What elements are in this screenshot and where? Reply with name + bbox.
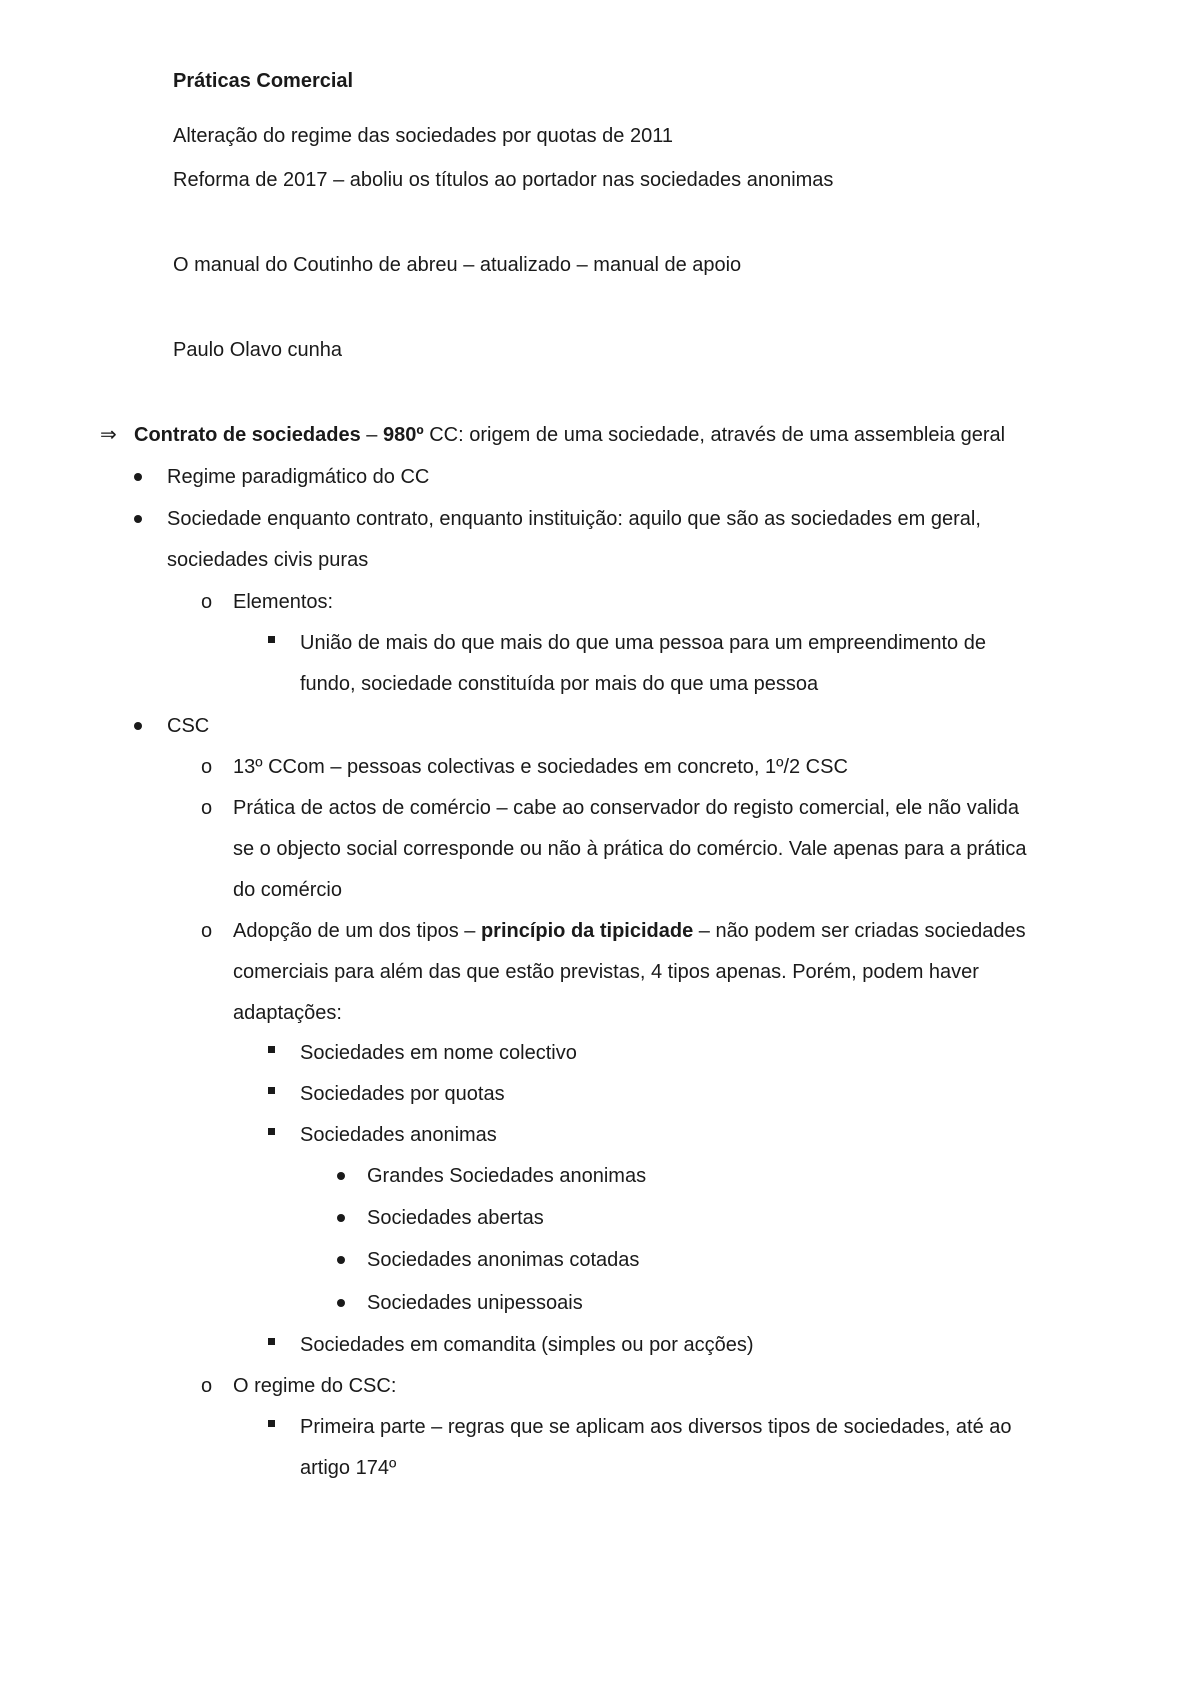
- list-item: 13º CCom – pessoas colectivas e sociedades em concreto, 1º/2 CSC: [233, 756, 848, 778]
- bullet-dot-icon: [134, 473, 142, 481]
- list-item: Primeira parte – regras que se aplicam aos diversos tipos de sociedades, até ao: [300, 1416, 1012, 1438]
- bullet-dot-icon: [337, 1299, 345, 1307]
- intro-line: Paulo Olavo cunha: [173, 339, 343, 361]
- tipicidade-pre: Adopção de um dos tipos –: [233, 920, 481, 942]
- list-item: União de mais do que mais do que uma pessoa para um empreendimento de: [300, 632, 986, 654]
- list-item-continuation: adaptações:: [233, 1002, 342, 1024]
- main-item-bold: Contrato de sociedades: [134, 424, 361, 446]
- list-item: Sociedades anonimas cotadas: [367, 1249, 640, 1271]
- square-bullet-icon: [268, 1338, 275, 1345]
- intro-line: Alteração do regime das sociedades por quotas de 2011: [173, 125, 673, 147]
- square-bullet-icon: [268, 1046, 275, 1053]
- arrow-icon: ⇒: [100, 424, 117, 446]
- bullet-dot-icon: [134, 722, 142, 730]
- circle-bullet-icon: o: [201, 920, 213, 942]
- list-item-continuation: sociedades civis puras: [167, 549, 369, 571]
- main-item-sep: –: [360, 424, 383, 446]
- square-bullet-icon: [268, 1420, 275, 1427]
- list-item-continuation: comerciais para além das que estão previstas, 4 tipos apenas. Porém, podem haver: [233, 961, 979, 983]
- list-item-continuation: do comércio: [233, 879, 342, 901]
- bullet-dot-icon: [337, 1256, 345, 1264]
- list-item-continuation: artigo 174º: [300, 1457, 397, 1479]
- list-item: Grandes Sociedades anonimas: [367, 1165, 647, 1187]
- list-item: Sociedades anonimas: [300, 1124, 497, 1146]
- circle-bullet-icon: o: [201, 756, 213, 778]
- list-item: Sociedades em comandita (simples ou por acções): [300, 1334, 754, 1356]
- list-item: [233, 918, 1026, 944]
- main-item-text: [134, 422, 1005, 448]
- circle-bullet-icon: o: [201, 797, 213, 819]
- bullet-dot-icon: [134, 515, 142, 523]
- tipicidade-bold: princípio da tipicidade: [480, 920, 694, 942]
- document-title: Práticas Comercial: [173, 70, 354, 92]
- list-item: Sociedades abertas: [367, 1207, 544, 1229]
- main-item-article: 980º: [382, 424, 424, 446]
- intro-line: O manual do Coutinho de abreu – atualizado – manual de apoio: [173, 254, 742, 276]
- list-item: Prática de actos de comércio – cabe ao conservador do registo comercial, ele não valida: [233, 797, 1019, 819]
- bullet-dot-icon: [337, 1214, 345, 1222]
- square-bullet-icon: [268, 1087, 275, 1094]
- list-item-continuation: se o objecto social corresponde ou não à prática do comércio. Vale apenas para a prática: [233, 838, 1027, 860]
- list-item: Sociedades em nome colectivo: [300, 1042, 577, 1064]
- list-item: Sociedades por quotas: [300, 1083, 505, 1105]
- list-item: Sociedades unipessoais: [367, 1292, 583, 1314]
- tipicidade-post: – não podem ser criadas sociedades: [693, 920, 1026, 942]
- list-item-continuation: fundo, sociedade constituída por mais do que uma pessoa: [300, 673, 819, 695]
- list-item: Elementos:: [233, 591, 334, 613]
- list-item: O regime do CSC:: [233, 1375, 397, 1397]
- main-item-rest: CC: origem de uma sociedade, através de uma assembleia geral: [423, 424, 1006, 446]
- intro-line: Reforma de 2017 – aboliu os títulos ao portador nas sociedades anonimas: [173, 169, 834, 191]
- list-item: Regime paradigmático do CC: [167, 466, 430, 488]
- list-item: Sociedade enquanto contrato, enquanto instituição: aquilo que são as sociedades em geral,: [167, 508, 981, 530]
- bullet-dot-icon: [337, 1172, 345, 1180]
- square-bullet-icon: [268, 636, 275, 643]
- square-bullet-icon: [268, 1128, 275, 1135]
- circle-bullet-icon: o: [201, 591, 213, 613]
- circle-bullet-icon: o: [201, 1375, 213, 1397]
- list-item: CSC: [167, 715, 210, 737]
